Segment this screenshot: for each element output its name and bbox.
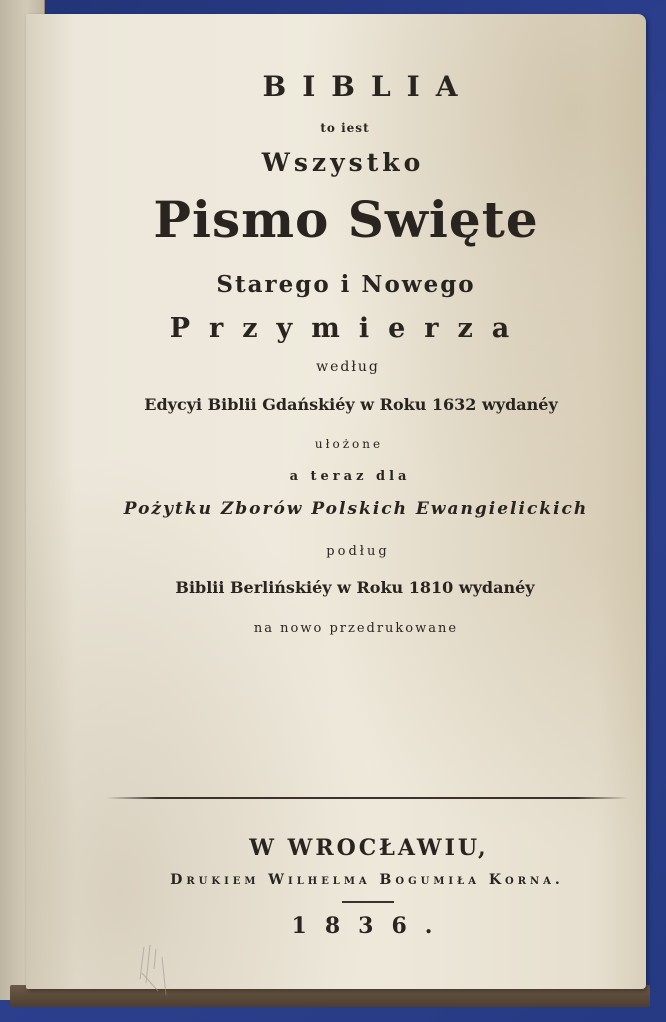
- text-na-nowo: na nowo przedrukowane: [253, 621, 459, 636]
- text-ulozone: ułożone: [314, 437, 384, 451]
- divider-rule: [106, 797, 628, 799]
- text-biblii-berlinskiey: Biblii Berlińskiéy w Roku 1810 wydanéy: [175, 578, 535, 597]
- title-starego-nowego: Starego i Nowego: [216, 271, 476, 298]
- title-pismo-swiete: Pismo Swięte: [153, 190, 539, 249]
- text-edycyi: Edycyi Biblii Gdańskiéy w Roku 1632 wydanéy: [144, 395, 558, 414]
- title-page: [26, 14, 646, 989]
- text-wedlug: według: [316, 359, 380, 375]
- text-podlug: podług: [326, 544, 390, 559]
- text-a-teraz-dla: a teraz dla: [289, 469, 411, 484]
- title-przymierza: Przymierza: [169, 313, 529, 344]
- title-biblia: BIBLIA: [262, 70, 474, 103]
- pencil-marks: [136, 939, 176, 999]
- imprint-printer: Drukiem Wilhelma Bogumiła Korna.: [170, 872, 564, 888]
- short-divider: [342, 901, 394, 903]
- title-to-iest: to iest: [320, 121, 370, 135]
- title-wszystko: Wszystko: [261, 148, 425, 177]
- imprint-place: W WROCŁAWIU,: [249, 835, 489, 861]
- imprint-year: 1836.: [291, 913, 451, 939]
- text-pozytku: Pożytku Zborów Polskich Ewangielickich: [123, 499, 589, 519]
